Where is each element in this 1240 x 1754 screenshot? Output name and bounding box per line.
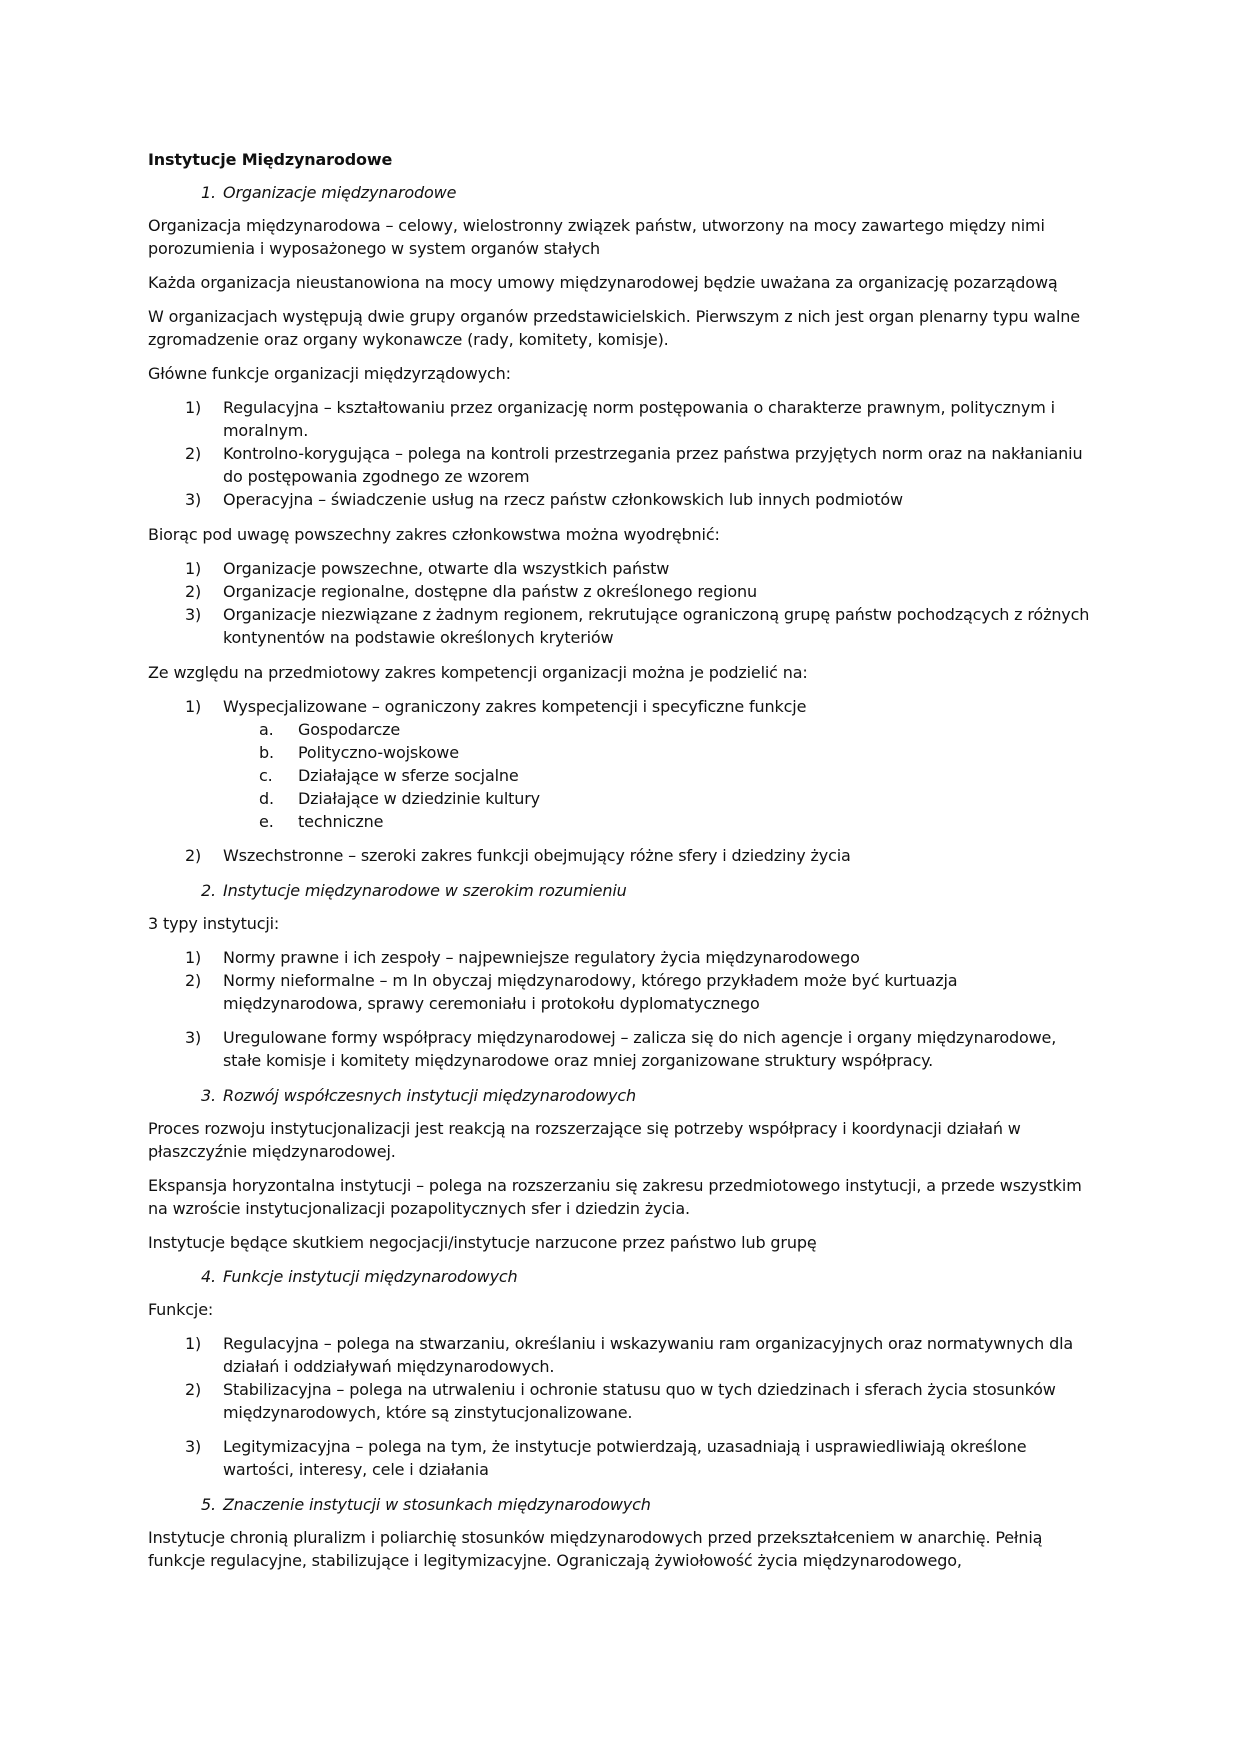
section-heading-2 [148, 879, 1093, 902]
list-item [148, 442, 1093, 488]
section-title: Funkcje instytucji międzynarodowych [223, 1267, 518, 1286]
list-text: Wszechstronne – szeroki zakres funkcji obejmujący różne sfery i dziedziny życia [223, 846, 851, 865]
section-title: Znaczenie instytucji w stosunkach międzynarodowych [223, 1495, 651, 1514]
list-text: Stabilizacyjna – polega na utrwaleniu i ochronie statusu quo w tych dziedzinach i sferach życia stosunków międzynarodowych, które są zinstytucjonalizowane. [223, 1380, 1056, 1422]
sublist-letter: b. [259, 743, 274, 762]
list-text: Organizacje powszechne, otwarte dla wszystkich państw [223, 559, 670, 578]
paragraph: Każda organizacja nieustanowiona na mocy umowy międzynarodowej będzie uważana za organizację pozarządową [148, 273, 1058, 292]
section-heading-3 [148, 1084, 1093, 1107]
competence-list-continued [148, 844, 1093, 867]
paragraph: Biorąc pod uwagę powszechny zakres członkowstwa można wyodrębnić: [148, 525, 720, 544]
list-item [148, 396, 1093, 442]
paragraph: 3 typy instytucji: [148, 914, 280, 933]
paragraph: Funkcje: [148, 1300, 214, 1319]
list-item [148, 488, 1093, 511]
list-item [148, 946, 1093, 969]
paragraph: Proces rozwoju instytucjonalizacji jest reakcją na rozszerzające się potrzeby współpracy i koordynacji działań w płaszczyźnie międzynarodowej. [148, 1119, 1021, 1161]
membership-list [148, 557, 1093, 649]
paragraph: Instytucje chronią pluralizm i poliarchię stosunków międzynarodowych przed przekształceniem w anarchię. Pełnią funkcje regulacyjne, stabilizujące i legitymizacyjne. Ograniczają żywiołowość życia międzynarodowego, [148, 1528, 1043, 1570]
section-heading-1 [148, 181, 1093, 204]
list-item [148, 844, 1093, 867]
section-title: Rozwój współczesnych instytucji międzynarodowych [223, 1086, 636, 1105]
section-number: 5. [201, 1495, 216, 1514]
sublist-letter: c. [259, 766, 273, 785]
competence-sublist [148, 718, 1093, 833]
list-number: 2) [185, 846, 202, 865]
paragraph: W organizacjach występują dwie grupy organów przedstawicielskich. Pierwszym z nich jest organ plenarny typu walne zgromadzenie oraz organy wykonawcze (rady, komitety, komisje). [148, 307, 1080, 349]
sublist-text: Polityczno-wojskowe [298, 743, 459, 762]
list-text: Uregulowane formy współpracy międzynarodowej – zalicza się do nich agencje i organy międzynarodowe, stałe komisje i komitety międzynarodowe oraz mniej zorganizowane struktury współpracy. [223, 1028, 1057, 1070]
institution-types-list [148, 946, 1093, 1072]
document-title: Instytucje Międzynarodowe [148, 150, 393, 169]
list-text: Organizacje regionalne, dostępne dla państw z określonego regionu [223, 582, 758, 601]
list-item [148, 1026, 1093, 1072]
sublist-item [148, 718, 1093, 741]
list-text: Organizacje niezwiązane z żadnym regionem, rekrutujące ograniczoną grupę państw pochodzących z różnych kontynentów na podstawie określonych kryteriów [223, 605, 1090, 647]
document-page [148, 138, 1093, 1583]
sublist-item [148, 810, 1093, 833]
paragraph: Ze względu na przedmiotowy zakres kompetencji organizacji można je podzielić na: [148, 663, 808, 682]
list-number: 2) [185, 1380, 202, 1399]
list-number: 1) [185, 559, 202, 578]
list-number: 1) [185, 697, 202, 716]
section-title: Instytucje międzynarodowe w szerokim rozumieniu [223, 881, 627, 900]
paragraph: Główne funkcje organizacji międzyrządowych: [148, 364, 511, 383]
section-number: 1. [201, 183, 216, 202]
list-text: Regulacyjna – kształtowaniu przez organizację norm postępowania o charakterze prawnym, politycznym i moralnym. [223, 398, 1055, 440]
list-item [148, 603, 1093, 649]
list-number: 3) [185, 490, 202, 509]
list-item [148, 1435, 1093, 1481]
list-text: Regulacyjna – polega na stwarzaniu, określaniu i wskazywaniu ram organizacyjnych oraz normatywnych dla działań i oddziaływań międzynarodowych. [223, 1334, 1074, 1376]
list-text: Kontrolno-korygująca – polega na kontroli przestrzegania przez państwa przyjętych norm oraz na nakłanianiu do postępowania zgodnego ze wzorem [223, 444, 1083, 486]
list-text: Legitymizacyjna – polega na tym, że instytucje potwierdzają, uzasadniają i usprawiedliwiają określone wartości, interesy, cele i działania [223, 1437, 1027, 1479]
sublist-text: Działające w sferze socjalne [298, 766, 519, 785]
institution-functions-list [148, 1332, 1093, 1481]
paragraph: Organizacja międzynarodowa – celowy, wielostronny związek państw, utworzony na mocy zawartego między nimi porozumienia i wyposażonego w system organów stałych [148, 216, 1045, 258]
list-text: Normy prawne i ich zespoły – najpewniejsze regulatory życia międzynarodowego [223, 948, 860, 967]
sublist-text: techniczne [298, 812, 384, 831]
paragraph: Ekspansja horyzontalna instytucji – polega na rozszerzaniu się zakresu przedmiotowego instytucji, a przede wszystkim na wzroście instytucjonalizacji pozapolitycznych sfer i dziedzin życia. [148, 1176, 1082, 1218]
list-item [148, 1378, 1093, 1424]
sublist-item [148, 764, 1093, 787]
section-heading-4 [148, 1265, 1093, 1288]
list-number: 3) [185, 1028, 202, 1047]
sublist-item [148, 741, 1093, 764]
list-text: Operacyjna – świadczenie usług na rzecz państw członkowskich lub innych podmiotów [223, 490, 903, 509]
section-heading-5 [148, 1493, 1093, 1516]
list-number: 1) [185, 398, 202, 417]
list-item [148, 1332, 1093, 1378]
sublist-text: Działające w dziedzinie kultury [298, 789, 540, 808]
sublist-item [148, 787, 1093, 810]
sublist-letter: a. [259, 720, 274, 739]
org-functions-list [148, 396, 1093, 511]
list-number: 3) [185, 1437, 202, 1456]
list-item [148, 580, 1093, 603]
paragraph: Instytucje będące skutkiem negocjacji/instytucje narzucone przez państwo lub grupę [148, 1233, 817, 1252]
list-number: 1) [185, 1334, 202, 1353]
list-number: 3) [185, 605, 202, 624]
section-title: Organizacje międzynarodowe [223, 183, 457, 202]
list-number: 1) [185, 948, 202, 967]
section-number: 4. [201, 1267, 216, 1286]
list-item [148, 969, 1093, 1015]
list-item [148, 695, 1093, 718]
section-number: 3. [201, 1086, 216, 1105]
list-text: Wyspecjalizowane – ograniczony zakres kompetencji i specyficzne funkcje [223, 697, 807, 716]
competence-list [148, 695, 1093, 718]
sublist-text: Gospodarcze [298, 720, 401, 739]
section-number: 2. [201, 881, 216, 900]
sublist-letter: d. [259, 789, 274, 808]
list-number: 2) [185, 582, 202, 601]
list-number: 2) [185, 444, 202, 463]
list-item [148, 557, 1093, 580]
list-text: Normy nieformalne – m In obyczaj międzynarodowy, którego przykładem może być kurtuazja międzynarodowa, sprawy ceremoniału i protokołu dyplomatycznego [223, 971, 958, 1013]
list-number: 2) [185, 971, 202, 990]
sublist-letter: e. [259, 812, 274, 831]
